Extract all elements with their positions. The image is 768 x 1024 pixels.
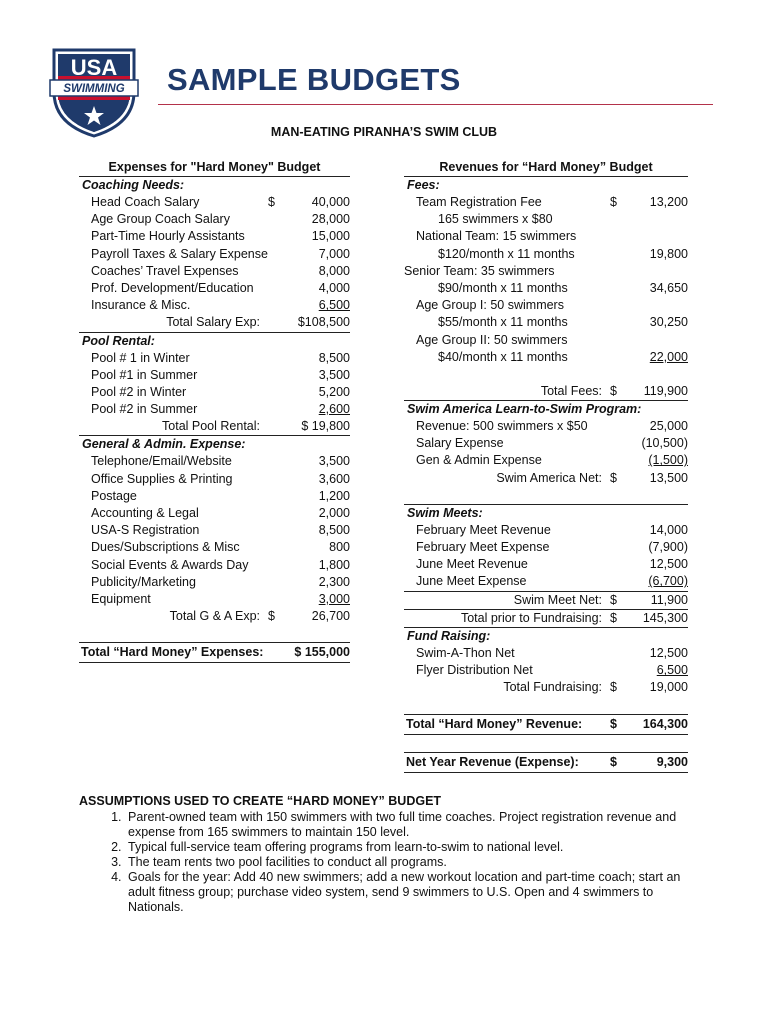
row-amount — [268, 522, 350, 539]
currency-sign — [268, 539, 282, 556]
row-label: $55/month x 11 months — [438, 315, 568, 330]
budget-row — [404, 418, 688, 435]
assumption-item: 4. Goals for the year: Add 40 new swimmers; add a new workout location and part-time coach; start an adult fitness group; purchase video system, send 9 swimmers to U.S. Open and 4 swimmers to Nationals. — [125, 870, 699, 915]
section-title: General & Admin. Expense: — [79, 435, 350, 453]
currency-sign — [610, 522, 624, 539]
logo-text-usa: USA — [70, 55, 118, 80]
currency-sign: $ — [610, 754, 617, 769]
row-amount — [268, 608, 350, 625]
row-label: $40/month x 11 months — [438, 349, 568, 364]
currency-sign — [610, 314, 624, 331]
row-amount — [610, 662, 688, 679]
row-label: Pool #1 in Summer — [91, 367, 198, 382]
row-label: Total “Hard Money” Revenue: — [406, 716, 583, 731]
revenues-header: Revenues for “Hard Money” Budget — [404, 159, 688, 177]
currency-sign: $ — [610, 195, 617, 209]
row-amount — [268, 557, 350, 574]
total-expenses-value: $ 155,000 — [294, 645, 350, 660]
row-amount — [610, 280, 688, 297]
budget-row — [79, 367, 350, 384]
row-value: 13,500 — [649, 470, 688, 485]
title-rule — [158, 104, 713, 105]
budget-row — [79, 471, 350, 488]
row-label: Swim-A-Thon Net — [416, 645, 515, 660]
row-label: Office Supplies & Printing — [91, 471, 233, 486]
budget-row — [79, 522, 350, 539]
budget-row — [79, 574, 350, 591]
currency-sign — [268, 297, 282, 314]
subtotal-row — [404, 470, 688, 487]
subtotal-row — [79, 418, 350, 435]
total-expenses-row — [79, 642, 350, 663]
currency-sign: $ — [268, 195, 275, 209]
currency-sign — [610, 645, 624, 662]
row-value: 5,200 — [318, 384, 350, 399]
currency-sign — [268, 350, 282, 367]
row-label: Revenue: 500 swimmers x $50 — [416, 419, 588, 434]
currency-sign — [268, 574, 282, 591]
budget-row — [404, 228, 688, 245]
budget-row — [79, 194, 350, 211]
row-value: 164,300 — [642, 716, 688, 731]
row-value: 2,300 — [318, 574, 350, 589]
currency-sign — [610, 349, 624, 366]
row-value: 11,900 — [650, 592, 688, 607]
row-label: Publicity/Marketing — [91, 574, 196, 589]
row-label: $90/month x 11 months — [438, 280, 568, 295]
row-value: 7,000 — [318, 246, 350, 261]
currency-sign: $ — [610, 470, 617, 485]
row-label: $120/month x 11 months — [438, 246, 575, 261]
row-value: 8,500 — [318, 523, 350, 538]
row-value: 4,000 — [318, 280, 350, 295]
row-value: 119,900 — [643, 383, 688, 398]
currency-sign — [268, 211, 282, 228]
row-amount — [610, 435, 688, 452]
budget-row — [79, 228, 350, 245]
total-expenses-label: Total “Hard Money” Expenses: — [81, 645, 264, 660]
row-label: June Meet Revenue — [416, 557, 528, 572]
row-value: 8,500 — [318, 350, 350, 365]
currency-sign: $ — [610, 592, 617, 607]
row-amount — [268, 539, 350, 556]
row-value: 13,200 — [649, 195, 688, 209]
row-label: Equipment — [91, 591, 151, 606]
budget-row — [79, 557, 350, 574]
currency-sign — [268, 488, 282, 505]
row-value: 2,000 — [318, 506, 350, 520]
row-amount — [610, 418, 688, 435]
row-amount — [610, 211, 688, 228]
currency-sign — [268, 453, 282, 470]
row-value: (10,500) — [641, 436, 688, 451]
section-title: Fees: — [407, 178, 440, 192]
budget-row — [79, 488, 350, 505]
row-amount — [610, 679, 688, 696]
row-label: Age Group Coach Salary — [91, 212, 230, 227]
row-value: 3,000 — [318, 591, 350, 606]
currency-sign — [268, 401, 282, 418]
row-value: 15,000 — [311, 229, 350, 244]
revenues-column — [404, 159, 688, 773]
expenses-column — [79, 159, 350, 663]
budget-row — [79, 246, 350, 263]
subtotal-row — [404, 591, 688, 609]
row-value: 8,000 — [318, 263, 350, 278]
budget-row — [79, 453, 350, 470]
currency-sign — [268, 246, 282, 263]
row-value: 28,000 — [311, 212, 350, 227]
row-amount — [610, 332, 688, 349]
budget-row — [404, 645, 688, 662]
row-value: 19,000 — [649, 680, 688, 695]
currency-sign: $ — [268, 609, 275, 624]
row-value: (7,900) — [648, 540, 688, 554]
row-amount — [268, 297, 350, 314]
budget-row — [79, 297, 350, 314]
row-label: Total Pool Rental: — [162, 419, 260, 434]
row-amount — [268, 263, 350, 280]
row-label: Prof. Development/Education — [91, 280, 254, 295]
row-amount — [268, 228, 350, 245]
currency-sign — [268, 557, 282, 574]
currency-sign: $ — [610, 610, 617, 625]
row-amount — [268, 367, 350, 384]
currency-sign — [610, 332, 624, 349]
row-value: 30,250 — [649, 315, 688, 330]
subtotal-row — [404, 609, 688, 627]
row-amount — [610, 715, 688, 734]
currency-sign — [610, 211, 624, 228]
row-value: 3,500 — [318, 454, 350, 469]
budget-row — [404, 539, 688, 556]
row-amount — [610, 556, 688, 573]
assumptions-title: ASSUMPTIONS USED TO CREATE “HARD MONEY” BUDGET — [79, 794, 442, 808]
row-value: 3,500 — [318, 367, 350, 382]
assumption-item: 1. Parent-owned team with 150 swimmers with two full time coaches. Project registration revenue and expense from 165 swimmers to maintain 150 level. — [125, 810, 699, 840]
budget-row — [79, 539, 350, 556]
currency-sign: $ — [610, 716, 617, 731]
row-value: 26,700 — [311, 609, 350, 624]
budget-row — [404, 263, 688, 280]
currency-sign — [610, 263, 624, 280]
currency-sign — [268, 505, 282, 522]
row-amount — [268, 505, 350, 522]
budget-row — [404, 556, 688, 573]
row-value: 3,600 — [318, 471, 350, 486]
row-amount — [610, 452, 688, 469]
row-amount — [268, 591, 350, 608]
currency-sign — [610, 573, 624, 590]
row-amount — [268, 314, 350, 331]
row-label: Accounting & Legal — [91, 506, 199, 520]
row-amount — [610, 228, 688, 245]
section-title: Pool Rental: — [79, 332, 350, 350]
row-label: Net Year Revenue (Expense): — [406, 754, 579, 769]
row-label: National Team: 15 swimmers — [416, 229, 577, 244]
row-label: USA-S Registration — [91, 523, 200, 538]
row-amount — [610, 314, 688, 331]
row-amount — [610, 522, 688, 539]
row-value: 145,300 — [642, 610, 688, 625]
budget-row — [404, 194, 688, 211]
row-amount — [268, 350, 350, 367]
currency-sign — [610, 297, 624, 314]
currency-sign — [610, 418, 624, 435]
row-amount — [610, 383, 688, 400]
spacer — [404, 735, 688, 752]
budget-row — [404, 522, 688, 539]
spacer — [404, 697, 688, 714]
subtotal-row — [79, 608, 350, 625]
budget-row — [79, 384, 350, 401]
row-label: Social Events & Awards Day — [91, 557, 249, 572]
currency-sign — [268, 384, 282, 401]
row-label: Part-Time Hourly Assistants — [91, 229, 245, 244]
row-label: Total Fees: — [540, 383, 602, 398]
currency-sign — [268, 280, 282, 297]
budget-row — [404, 297, 688, 314]
subtotal-row — [404, 679, 688, 696]
row-value: $108,500 — [297, 315, 350, 330]
row-label: Total prior to Fundraising: — [460, 610, 602, 625]
row-label: 165 swimmers x $80 — [438, 212, 553, 227]
club-name: MAN-EATING PIRANHA’S SWIM CLUB — [270, 125, 498, 139]
row-label: Pool #2 in Summer — [91, 402, 198, 417]
row-label: Total Salary Exp: — [166, 315, 260, 330]
row-label: Pool # 1 in Winter — [91, 350, 190, 365]
row-amount — [610, 539, 688, 556]
row-label: Gen & Admin Expense — [416, 453, 542, 468]
row-amount — [268, 401, 350, 418]
currency-sign — [610, 246, 624, 263]
budget-row — [79, 263, 350, 280]
row-label: Coaches’ Travel Expenses — [91, 263, 239, 278]
budget-row — [404, 314, 688, 331]
row-amount — [610, 753, 688, 772]
row-label: Dues/Subscriptions & Misc — [91, 540, 240, 555]
section-title: Coaching Needs: — [82, 178, 185, 192]
total-revenue-row — [404, 714, 688, 735]
budget-row — [79, 211, 350, 228]
budget-row — [404, 452, 688, 469]
row-label: Postage — [91, 488, 137, 503]
row-label: Insurance & Misc. — [91, 298, 191, 313]
budget-row — [404, 662, 688, 679]
row-value: 12,500 — [649, 557, 688, 572]
budget-row — [404, 280, 688, 297]
row-value: $ 19,800 — [301, 419, 350, 434]
row-label: Age Group I: 50 swimmers — [416, 298, 564, 313]
currency-sign — [268, 471, 282, 488]
currency-sign — [610, 556, 624, 573]
row-amount — [268, 384, 350, 401]
budget-row — [404, 349, 688, 366]
row-label: Swim Meet Net: — [513, 592, 602, 607]
row-value: 6,500 — [656, 663, 688, 678]
assumption-item: 2. Typical full-service team offering programs from learn-to-swim to national level. — [125, 840, 699, 855]
section-title: Swim America Learn-to-Swim Program: — [404, 400, 688, 418]
row-value: (6,700) — [648, 574, 688, 589]
row-amount — [610, 297, 688, 314]
row-value: 14,000 — [649, 522, 688, 537]
budget-row — [79, 401, 350, 418]
row-amount — [268, 211, 350, 228]
row-amount — [610, 573, 688, 590]
row-value: 6,500 — [318, 298, 350, 313]
row-label: Salary Expense — [416, 436, 504, 451]
currency-sign — [268, 418, 282, 435]
row-value: 34,650 — [649, 280, 688, 295]
row-value — [624, 263, 688, 280]
subtotal-row — [404, 383, 688, 400]
row-label: Payroll Taxes & Salary Expense — [91, 246, 268, 261]
row-value: 9,300 — [656, 754, 688, 769]
row-value: (1,500) — [648, 453, 688, 468]
row-label: Swim America Net: — [496, 470, 602, 485]
currency-sign — [268, 228, 282, 245]
currency-sign — [610, 539, 624, 556]
row-value: 800 — [329, 540, 350, 555]
logo-text-swimming: SWIMMING — [63, 83, 125, 95]
row-label: Head Coach Salary — [91, 195, 200, 209]
row-label: Team Registration Fee — [416, 195, 542, 209]
row-value: 22,000 — [649, 349, 688, 364]
spacer — [404, 366, 688, 383]
row-amount — [610, 470, 688, 487]
row-amount — [610, 263, 688, 280]
page-title: SAMPLE BUDGETS — [167, 62, 461, 97]
row-amount — [610, 246, 688, 263]
budget-row — [79, 280, 350, 297]
row-label: Telephone/Email/Website — [91, 454, 232, 469]
budget-row — [79, 350, 350, 367]
currency-sign — [268, 314, 282, 331]
row-amount — [268, 194, 350, 211]
row-value: 1,800 — [318, 557, 350, 572]
assumptions-section — [79, 794, 699, 915]
currency-sign — [268, 522, 282, 539]
currency-sign — [268, 591, 282, 608]
row-amount — [268, 418, 350, 435]
currency-sign — [610, 228, 624, 245]
expenses-header: Expenses for "Hard Money" Budget — [79, 159, 350, 177]
budget-row — [79, 505, 350, 522]
row-label: February Meet Revenue — [416, 522, 551, 537]
section-title: Swim Meets: — [404, 504, 688, 522]
budget-row — [79, 591, 350, 608]
row-amount — [268, 280, 350, 297]
currency-sign — [268, 367, 282, 384]
row-label: Flyer Distribution Net — [416, 663, 533, 678]
currency-sign — [610, 452, 624, 469]
row-label: Pool #2 in Winter — [91, 384, 187, 399]
row-amount — [268, 453, 350, 470]
row-value — [624, 332, 688, 349]
currency-sign: $ — [610, 383, 617, 398]
row-amount — [268, 488, 350, 505]
currency-sign — [268, 263, 282, 280]
row-amount — [610, 194, 688, 211]
currency-sign: $ — [610, 680, 617, 695]
row-value — [624, 228, 688, 245]
row-value — [624, 297, 688, 314]
row-label: Senior Team: 35 swimmers — [404, 263, 555, 278]
row-value: 2,600 — [318, 402, 350, 417]
row-label: Total Fundraising: — [503, 680, 602, 695]
row-value: 12,500 — [649, 645, 688, 660]
budget-row — [404, 332, 688, 349]
row-amount — [610, 592, 688, 609]
currency-sign — [610, 435, 624, 452]
net-revenue-row — [404, 752, 688, 773]
row-amount — [268, 471, 350, 488]
row-amount — [268, 574, 350, 591]
spacer — [404, 487, 688, 504]
row-label: Age Group II: 50 swimmers — [416, 332, 568, 347]
row-value — [624, 211, 688, 228]
currency-sign — [610, 280, 624, 297]
row-label: June Meet Expense — [416, 574, 527, 589]
row-amount — [610, 349, 688, 366]
row-label: Total G & A Exp: — [169, 609, 260, 624]
budget-row — [404, 573, 688, 590]
budget-row — [404, 211, 688, 228]
row-value: 19,800 — [649, 246, 688, 261]
row-amount — [268, 246, 350, 263]
budget-row — [404, 246, 688, 263]
row-label: February Meet Expense — [416, 540, 550, 554]
row-amount — [610, 645, 688, 662]
row-value: 1,200 — [318, 488, 350, 503]
row-value: 40,000 — [311, 195, 350, 209]
budget-row — [404, 435, 688, 452]
assumption-item: 3. The team rents two pool facilities to conduct all programs. — [125, 855, 699, 870]
row-value: 25,000 — [649, 419, 688, 434]
subtotal-row — [79, 314, 350, 331]
row-amount — [610, 610, 688, 627]
currency-sign — [610, 662, 624, 679]
assumptions-list — [79, 810, 699, 915]
section-title: Fund Raising: — [404, 627, 688, 645]
